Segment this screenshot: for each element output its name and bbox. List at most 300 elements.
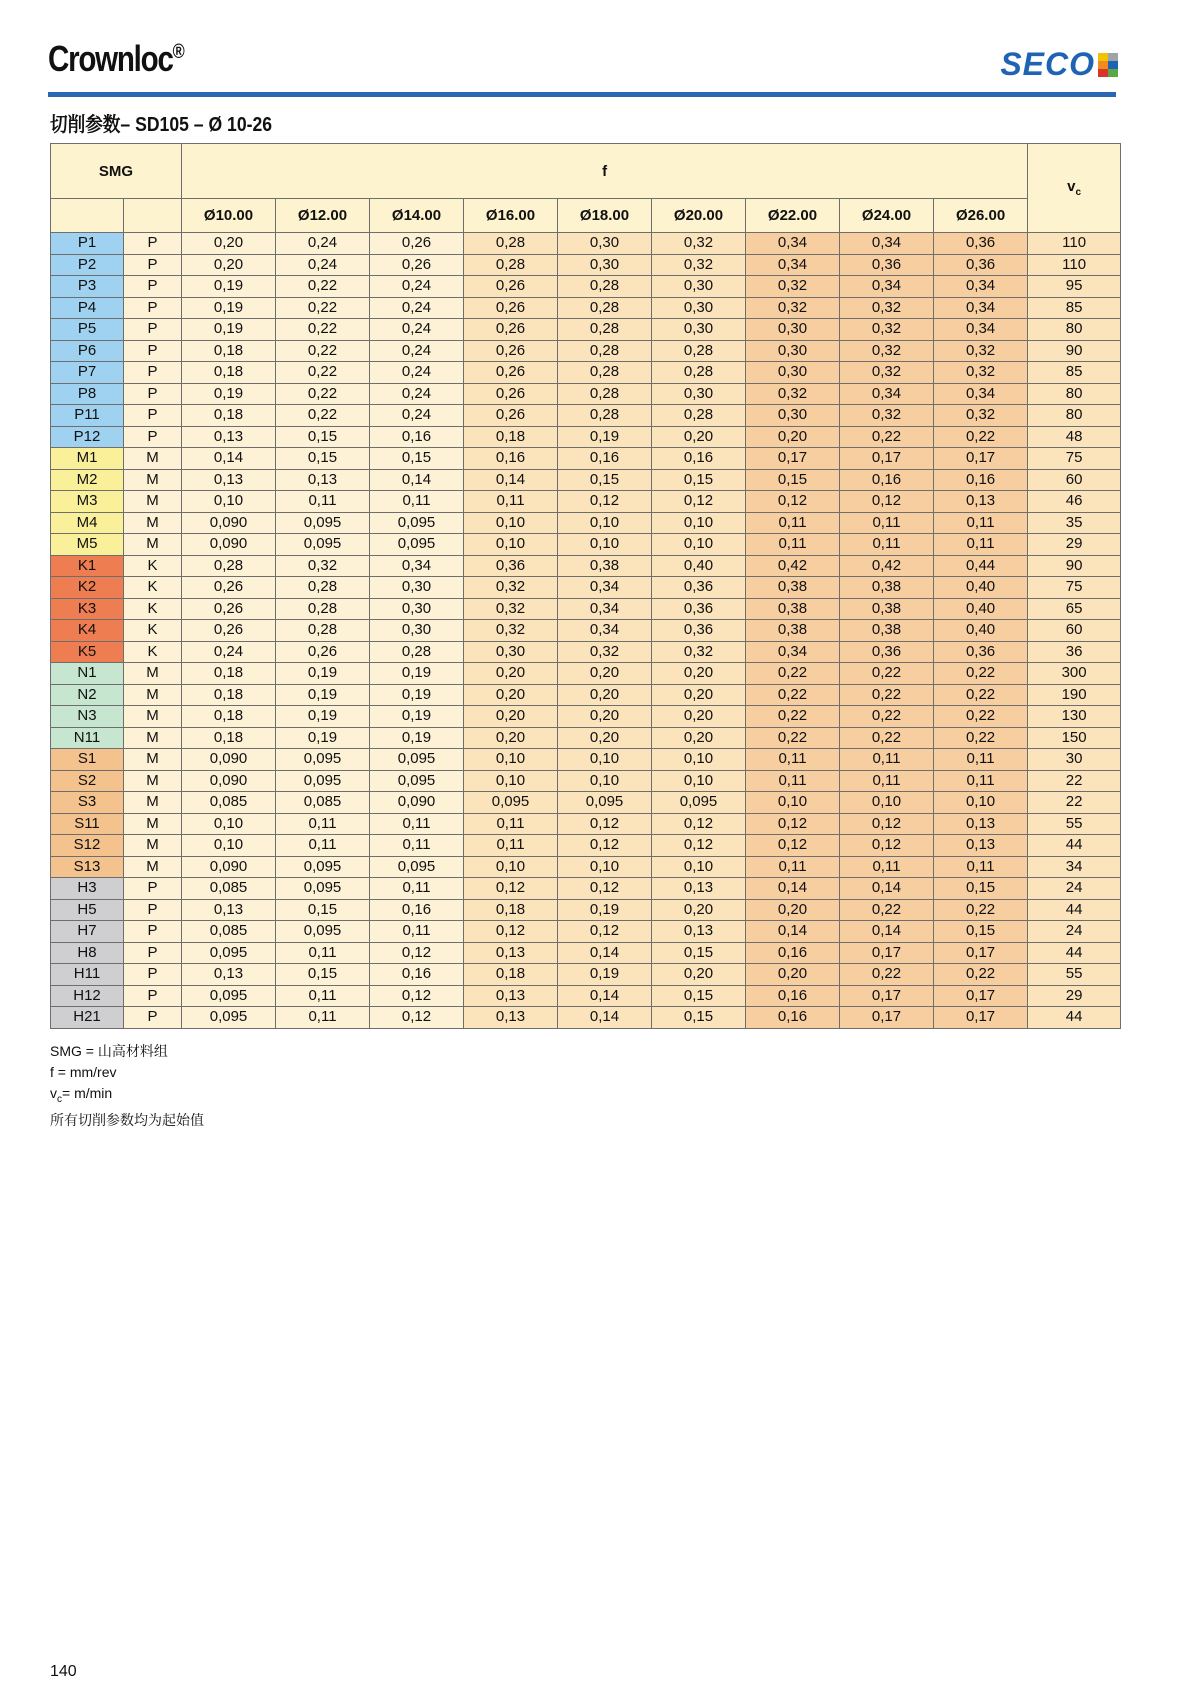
- cutting-data-table: [50, 143, 1121, 1029]
- feed-value: 0,38: [840, 620, 934, 642]
- feed-value: 0,20: [652, 684, 746, 706]
- feed-value: 0,11: [370, 878, 464, 900]
- iso-group: P: [124, 362, 182, 384]
- feed-value: 0,10: [558, 749, 652, 771]
- feed-value: 0,44: [934, 555, 1028, 577]
- table-row: [51, 792, 1121, 814]
- feed-value: 0,10: [464, 749, 558, 771]
- vc-value: 48: [1028, 426, 1121, 448]
- feed-value: 0,10: [182, 813, 276, 835]
- feed-value: 0,18: [464, 426, 558, 448]
- feed-value: 0,17: [746, 448, 840, 470]
- feed-value: 0,20: [464, 684, 558, 706]
- feed-value: 0,16: [840, 469, 934, 491]
- feed-value: 0,16: [464, 448, 558, 470]
- feed-value: 0,36: [934, 233, 1028, 255]
- diameter-header: Ø10.00: [182, 199, 276, 233]
- feed-value: 0,32: [840, 297, 934, 319]
- diameter-header: Ø14.00: [370, 199, 464, 233]
- feed-value: 0,32: [934, 405, 1028, 427]
- feed-value: 0,090: [182, 534, 276, 556]
- feed-value: 0,16: [746, 1007, 840, 1029]
- feed-value: 0,30: [652, 383, 746, 405]
- feed-value: 0,15: [934, 921, 1028, 943]
- feed-value: 0,13: [464, 942, 558, 964]
- feed-value: 0,10: [182, 835, 276, 857]
- vc-value: 36: [1028, 641, 1121, 663]
- feed-value: 0,30: [652, 276, 746, 298]
- feed-value: 0,22: [934, 727, 1028, 749]
- feed-value: 0,13: [934, 491, 1028, 513]
- smg-code: M1: [51, 448, 124, 470]
- table-row: [51, 727, 1121, 749]
- feed-value: 0,10: [558, 856, 652, 878]
- note-vc-sub: c: [57, 1093, 62, 1105]
- feed-value: 0,19: [182, 297, 276, 319]
- feed-value: 0,24: [370, 297, 464, 319]
- feed-value: 0,11: [934, 770, 1028, 792]
- feed-value: 0,20: [746, 899, 840, 921]
- feed-value: 0,18: [182, 405, 276, 427]
- vc-value: 65: [1028, 598, 1121, 620]
- feed-value: 0,095: [276, 749, 370, 771]
- feed-value: 0,32: [934, 340, 1028, 362]
- iso-group: P: [124, 878, 182, 900]
- feed-value: 0,10: [652, 856, 746, 878]
- feed-value: 0,11: [276, 942, 370, 964]
- table-row: [51, 942, 1121, 964]
- feed-value: 0,12: [370, 985, 464, 1007]
- vc-value: 110: [1028, 233, 1121, 255]
- feed-value: 0,15: [652, 942, 746, 964]
- feed-value: 0,24: [370, 319, 464, 341]
- smg-code: P1: [51, 233, 124, 255]
- smg-code: H12: [51, 985, 124, 1007]
- feed-value: 0,30: [558, 254, 652, 276]
- feed-value: 0,13: [652, 878, 746, 900]
- logo-mark-icon: [1098, 53, 1118, 77]
- feed-value: 0,12: [558, 878, 652, 900]
- iso-group: M: [124, 448, 182, 470]
- feed-value: 0,11: [840, 512, 934, 534]
- feed-value: 0,26: [464, 276, 558, 298]
- feed-value: 0,10: [464, 856, 558, 878]
- table-row: [51, 641, 1121, 663]
- feed-value: 0,32: [746, 297, 840, 319]
- feed-value: 0,13: [652, 921, 746, 943]
- feed-value: 0,24: [370, 276, 464, 298]
- feed-value: 0,095: [276, 856, 370, 878]
- feed-value: 0,17: [934, 985, 1028, 1007]
- feed-value: 0,20: [652, 899, 746, 921]
- feed-value: 0,22: [934, 684, 1028, 706]
- smg-code: K3: [51, 598, 124, 620]
- feed-value: 0,090: [182, 856, 276, 878]
- feed-value: 0,38: [746, 598, 840, 620]
- feed-value: 0,16: [558, 448, 652, 470]
- smg-code: H8: [51, 942, 124, 964]
- feed-value: 0,26: [182, 620, 276, 642]
- feed-value: 0,18: [182, 684, 276, 706]
- diameter-header: Ø12.00: [276, 199, 370, 233]
- feed-value: 0,34: [746, 233, 840, 255]
- table-row: [51, 835, 1121, 857]
- iso-group: P: [124, 921, 182, 943]
- smg-header: SMG: [51, 144, 182, 199]
- feed-value: 0,19: [276, 706, 370, 728]
- feed-value: 0,15: [370, 448, 464, 470]
- feed-value: 0,15: [934, 878, 1028, 900]
- vc-value: 95: [1028, 276, 1121, 298]
- feed-value: 0,17: [934, 448, 1028, 470]
- feed-value: 0,20: [746, 426, 840, 448]
- feed-value: 0,11: [934, 512, 1028, 534]
- feed-value: 0,095: [182, 1007, 276, 1029]
- smg-code: S12: [51, 835, 124, 857]
- feed-value: 0,32: [652, 641, 746, 663]
- table-row: [51, 383, 1121, 405]
- feed-value: 0,24: [370, 405, 464, 427]
- feed-value: 0,26: [464, 340, 558, 362]
- feed-value: 0,34: [840, 383, 934, 405]
- iso-group: P: [124, 319, 182, 341]
- smg-code: P12: [51, 426, 124, 448]
- vc-value: 60: [1028, 620, 1121, 642]
- feed-value: 0,16: [370, 899, 464, 921]
- feed-value: 0,11: [840, 856, 934, 878]
- table-row: [51, 985, 1121, 1007]
- feed-value: 0,28: [276, 598, 370, 620]
- feed-value: 0,20: [558, 663, 652, 685]
- feed-value: 0,19: [370, 684, 464, 706]
- feed-value: 0,15: [276, 426, 370, 448]
- iso-group: K: [124, 598, 182, 620]
- feed-value: 0,26: [370, 254, 464, 276]
- iso-group: P: [124, 276, 182, 298]
- iso-group: P: [124, 985, 182, 1007]
- iso-group: P: [124, 383, 182, 405]
- iso-group: K: [124, 577, 182, 599]
- feed-value: 0,11: [934, 534, 1028, 556]
- feed-value: 0,13: [182, 964, 276, 986]
- table-row: [51, 856, 1121, 878]
- vc-value: 150: [1028, 727, 1121, 749]
- feed-value: 0,15: [652, 469, 746, 491]
- feed-value: 0,28: [652, 405, 746, 427]
- diameter-header: Ø16.00: [464, 199, 558, 233]
- feed-value: 0,19: [182, 319, 276, 341]
- feed-value: 0,28: [558, 383, 652, 405]
- feed-value: 0,20: [558, 727, 652, 749]
- feed-value: 0,17: [840, 942, 934, 964]
- smg-code: P2: [51, 254, 124, 276]
- feed-value: 0,32: [746, 276, 840, 298]
- vc-value: 30: [1028, 749, 1121, 771]
- feed-value: 0,18: [182, 340, 276, 362]
- feed-value: 0,12: [652, 835, 746, 857]
- feed-value: 0,10: [746, 792, 840, 814]
- feed-value: 0,30: [370, 620, 464, 642]
- vc-value: 29: [1028, 534, 1121, 556]
- table-row: [51, 297, 1121, 319]
- feed-value: 0,26: [464, 319, 558, 341]
- vc-value: 22: [1028, 792, 1121, 814]
- vc-value: 44: [1028, 942, 1121, 964]
- table-row: [51, 276, 1121, 298]
- feed-value: 0,36: [840, 641, 934, 663]
- feed-value: 0,095: [182, 985, 276, 1007]
- feed-value: 0,19: [276, 684, 370, 706]
- iso-group: M: [124, 663, 182, 685]
- feed-value: 0,11: [370, 491, 464, 513]
- smg-code: P7: [51, 362, 124, 384]
- feed-value: 0,18: [182, 727, 276, 749]
- feed-value: 0,32: [746, 383, 840, 405]
- diameter-header: Ø26.00: [934, 199, 1028, 233]
- feed-value: 0,30: [652, 319, 746, 341]
- table-row: [51, 684, 1121, 706]
- feed-value: 0,11: [746, 534, 840, 556]
- feed-value: 0,16: [652, 448, 746, 470]
- feed-value: 0,26: [182, 577, 276, 599]
- vc-value: 35: [1028, 512, 1121, 534]
- feed-value: 0,24: [370, 362, 464, 384]
- feed-value: 0,095: [464, 792, 558, 814]
- feed-value: 0,17: [934, 942, 1028, 964]
- iso-group: M: [124, 813, 182, 835]
- vc-value: 130: [1028, 706, 1121, 728]
- feed-value: 0,12: [464, 878, 558, 900]
- feed-value: 0,085: [182, 878, 276, 900]
- feed-value: 0,22: [746, 706, 840, 728]
- table-row: [51, 340, 1121, 362]
- diameter-header: Ø18.00: [558, 199, 652, 233]
- feed-value: 0,36: [934, 641, 1028, 663]
- smg-code: K5: [51, 641, 124, 663]
- footnotes: [50, 1041, 204, 1131]
- feed-value: 0,10: [652, 512, 746, 534]
- feed-value: 0,22: [746, 727, 840, 749]
- feed-value: 0,11: [934, 856, 1028, 878]
- note-start-values: 所有切削参数均为起始值: [50, 1111, 204, 1128]
- feed-value: 0,28: [276, 577, 370, 599]
- vc-value: 90: [1028, 340, 1121, 362]
- feed-value: 0,24: [276, 254, 370, 276]
- feed-value: 0,17: [840, 985, 934, 1007]
- feed-value: 0,30: [370, 598, 464, 620]
- feed-value: 0,15: [276, 899, 370, 921]
- feed-value: 0,19: [370, 727, 464, 749]
- feed-value: 0,10: [840, 792, 934, 814]
- smg-code: M3: [51, 491, 124, 513]
- feed-value: 0,28: [464, 233, 558, 255]
- smg-code: H11: [51, 964, 124, 986]
- note-smg: SMG = 山高材料组: [50, 1043, 168, 1059]
- iso-group: K: [124, 620, 182, 642]
- table-row: [51, 770, 1121, 792]
- vc-value: 85: [1028, 362, 1121, 384]
- feed-value: 0,36: [464, 555, 558, 577]
- feed-value: 0,14: [182, 448, 276, 470]
- feed-value: 0,085: [182, 792, 276, 814]
- feed-value: 0,24: [370, 383, 464, 405]
- smg-code: S1: [51, 749, 124, 771]
- feed-value: 0,18: [182, 706, 276, 728]
- vc-value: 190: [1028, 684, 1121, 706]
- table-row: [51, 233, 1121, 255]
- vc-value: 22: [1028, 770, 1121, 792]
- feed-value: 0,28: [558, 362, 652, 384]
- feed-value: 0,20: [464, 663, 558, 685]
- iso-group: M: [124, 856, 182, 878]
- smg-code: M5: [51, 534, 124, 556]
- feed-value: 0,11: [840, 749, 934, 771]
- vc-value: 34: [1028, 856, 1121, 878]
- feed-value: 0,16: [370, 964, 464, 986]
- brand-title: [48, 38, 184, 80]
- feed-value: 0,11: [464, 813, 558, 835]
- feed-value: 0,36: [934, 254, 1028, 276]
- feed-value: 0,17: [840, 1007, 934, 1029]
- logo-text: SECO: [1000, 46, 1095, 82]
- vc-value: 24: [1028, 878, 1121, 900]
- feed-value: 0,12: [558, 835, 652, 857]
- feed-value: 0,12: [558, 921, 652, 943]
- feed-value: 0,17: [840, 448, 934, 470]
- feed-value: 0,10: [464, 512, 558, 534]
- feed-value: 0,10: [558, 512, 652, 534]
- table-row: [51, 813, 1121, 835]
- feed-value: 0,12: [370, 1007, 464, 1029]
- iso-group: P: [124, 426, 182, 448]
- feed-value: 0,10: [464, 534, 558, 556]
- feed-value: 0,14: [840, 878, 934, 900]
- feed-value: 0,11: [746, 512, 840, 534]
- feed-value: 0,13: [934, 835, 1028, 857]
- feed-value: 0,090: [370, 792, 464, 814]
- feed-value: 0,40: [934, 620, 1028, 642]
- feed-value: 0,26: [464, 405, 558, 427]
- vc-value: 55: [1028, 964, 1121, 986]
- diameter-header: Ø20.00: [652, 199, 746, 233]
- feed-value: 0,095: [370, 534, 464, 556]
- vc-value: 110: [1028, 254, 1121, 276]
- table-row: [51, 426, 1121, 448]
- feed-value: 0,20: [652, 727, 746, 749]
- table-row: [51, 254, 1121, 276]
- vc-header-sub: c: [1075, 187, 1082, 198]
- feed-value: 0,085: [182, 921, 276, 943]
- smg-code: H5: [51, 899, 124, 921]
- iso-group: M: [124, 684, 182, 706]
- feed-value: 0,13: [464, 1007, 558, 1029]
- feed-value: 0,17: [934, 1007, 1028, 1029]
- feed-value: 0,32: [464, 577, 558, 599]
- vc-header: $v_c$: [1028, 144, 1121, 233]
- table-row: [51, 469, 1121, 491]
- feed-value: 0,24: [276, 233, 370, 255]
- smg-code: K4: [51, 620, 124, 642]
- smg-code: K1: [51, 555, 124, 577]
- feed-value: 0,22: [934, 706, 1028, 728]
- feed-value: 0,16: [746, 985, 840, 1007]
- feed-value: 0,30: [746, 319, 840, 341]
- smg-code: S13: [51, 856, 124, 878]
- feed-value: 0,26: [276, 641, 370, 663]
- feed-value: 0,10: [558, 534, 652, 556]
- feed-value: 0,28: [558, 319, 652, 341]
- feed-value: 0,19: [276, 663, 370, 685]
- table-row: [51, 555, 1121, 577]
- feed-value: 0,28: [558, 297, 652, 319]
- feed-value: 0,32: [652, 254, 746, 276]
- feed-value: 0,16: [746, 942, 840, 964]
- vc-value: 80: [1028, 319, 1121, 341]
- table-row: [51, 899, 1121, 921]
- feed-value: 0,30: [746, 405, 840, 427]
- smg-code: P6: [51, 340, 124, 362]
- feed-value: 0,38: [558, 555, 652, 577]
- iso-group: M: [124, 835, 182, 857]
- feed-value: 0,32: [276, 555, 370, 577]
- feed-value: 0,32: [934, 362, 1028, 384]
- feed-value: 0,10: [558, 770, 652, 792]
- feed-value: 0,22: [276, 319, 370, 341]
- smg-code: M4: [51, 512, 124, 534]
- feed-value: 0,32: [840, 405, 934, 427]
- feed-value: 0,22: [840, 706, 934, 728]
- feed-value: 0,11: [276, 985, 370, 1007]
- table-row: [51, 964, 1121, 986]
- feed-value: 0,11: [276, 1007, 370, 1029]
- iso-subheader: [124, 199, 182, 233]
- table-row: [51, 1007, 1121, 1029]
- feed-value: 0,095: [652, 792, 746, 814]
- feed-value: 0,13: [934, 813, 1028, 835]
- feed-value: 0,20: [652, 706, 746, 728]
- smg-code: M2: [51, 469, 124, 491]
- feed-value: 0,20: [652, 426, 746, 448]
- vc-value: 75: [1028, 448, 1121, 470]
- vc-value: 44: [1028, 899, 1121, 921]
- feed-value: 0,12: [558, 491, 652, 513]
- feed-value: 0,10: [182, 491, 276, 513]
- feed-value: 0,34: [840, 233, 934, 255]
- feed-value: 0,22: [276, 405, 370, 427]
- feed-value: 0,12: [746, 491, 840, 513]
- feed-value: 0,095: [276, 921, 370, 943]
- feed-value: 0,34: [746, 641, 840, 663]
- smg-code: N2: [51, 684, 124, 706]
- smg-code: H21: [51, 1007, 124, 1029]
- feed-value: 0,34: [558, 598, 652, 620]
- vc-value: 46: [1028, 491, 1121, 513]
- feed-value: 0,12: [652, 813, 746, 835]
- feed-value: 0,095: [276, 878, 370, 900]
- feed-value: 0,085: [276, 792, 370, 814]
- feed-value: 0,13: [182, 469, 276, 491]
- feed-value: 0,30: [746, 362, 840, 384]
- feed-value: 0,30: [652, 297, 746, 319]
- feed-value: 0,095: [370, 770, 464, 792]
- feed-value: 0,10: [652, 770, 746, 792]
- vc-value: 24: [1028, 921, 1121, 943]
- feed-value: 0,11: [746, 770, 840, 792]
- feed-value: 0,11: [370, 813, 464, 835]
- feed-value: 0,11: [276, 835, 370, 857]
- feed-value: 0,28: [652, 362, 746, 384]
- feed-value: 0,22: [840, 663, 934, 685]
